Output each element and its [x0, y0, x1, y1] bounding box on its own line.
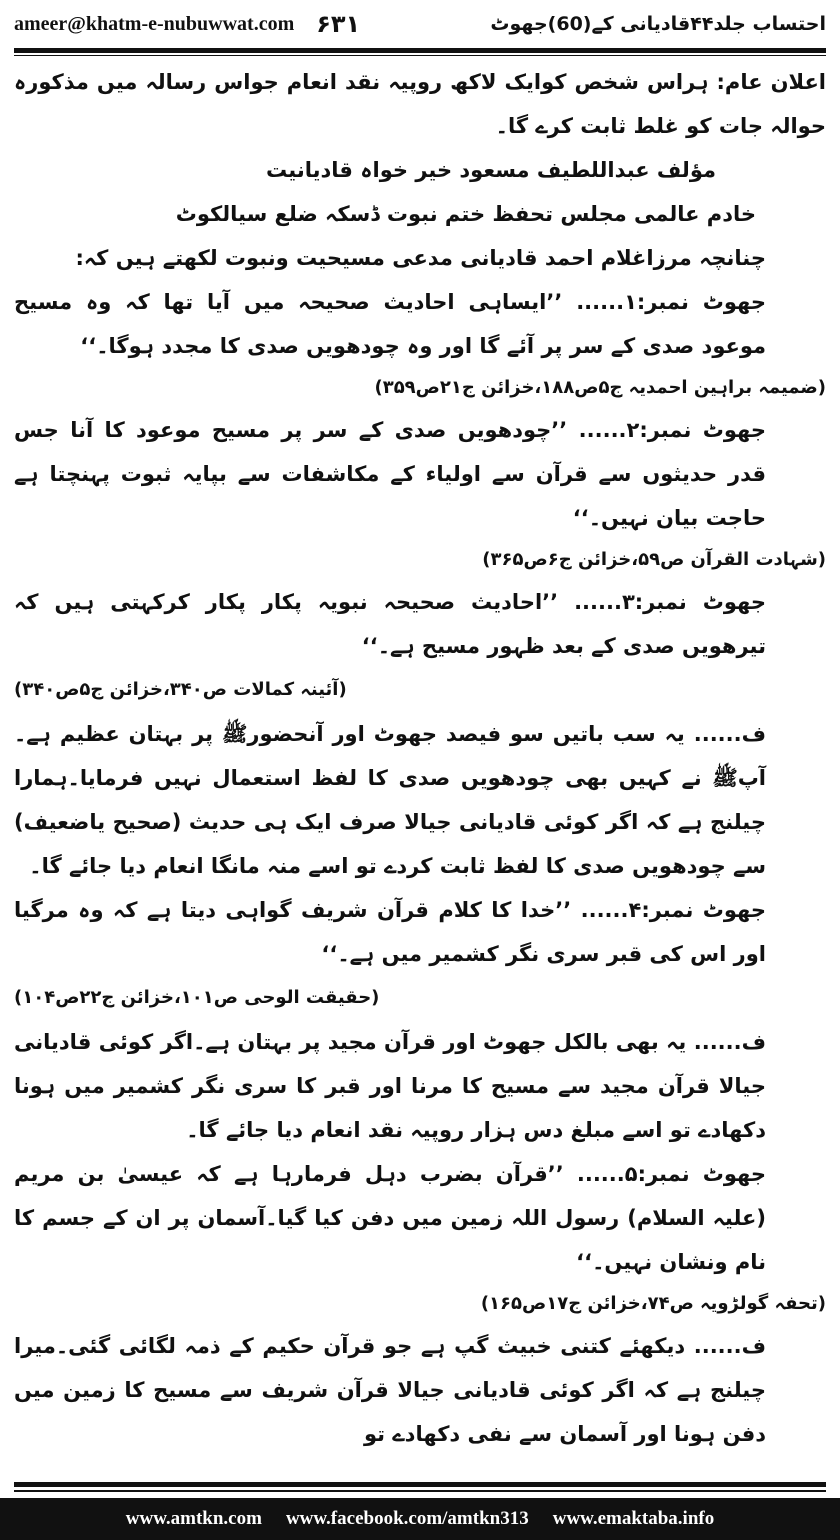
- lie-5-text: ’’قرآن بضرب دہل فرمارہا ہے کہ عیسیٰ بن مریم (علیہ السلام) رسول اللہ زمین میں دفن کیا گیا۔آسمان پر ان کے جسم کا نام ونشان نہیں۔‘‘: [14, 1162, 766, 1274]
- lie-5-ref: (تحفہ گولڑویہ ص۷۴،خزائن ج۱۷ص۱۶۵): [480, 1293, 826, 1314]
- refutation-1-text: یہ سب باتیں سو فیصد جھوٹ اور آنحضورﷺ پر بہتان عظیم ہے۔ آپﷺ نے کہیں بھی چودھویں صدی کا لفظ استعمال نہیں فرمایا۔ہمارا چیلنج ہے کہ اگر کوئی قادیانی جیالا صرف ایک ہی حدیث (صحیح یاضعیف) سے چودھویں صدی کا لفظ ثابت کردے تو اسے منہ مانگا انعام دیا جائے گا۔: [14, 722, 766, 878]
- refutation-1-label: ف......: [693, 722, 767, 746]
- lie-1: [14, 280, 826, 368]
- footer-rule-thick: [14, 1482, 826, 1487]
- lie-2-label: جھوٹ نمبر:۲......: [578, 418, 767, 442]
- refutation-3: [14, 1324, 826, 1456]
- lie-4-text: ’’خدا کا کلام قرآن شریف گواہی دیتا ہے کہ وہ مرگیا اور اس کی قبر سری نگر کشمیر میں ہے۔‘‘: [14, 898, 766, 966]
- announcement: اعلان عام: ہراس شخص کوایک لاکھ روپیہ نقد انعام جواس رسالہ میں مذکورہ حوالہ جات کو غلط ثابت کرے گا۔: [14, 70, 826, 138]
- refutation-2-text: یہ بھی بالکل جھوٹ اور قرآن مجید پر بہتان ہے۔اگر کوئی قادیانی جیالا قرآن مجید سے مسیح کا مرنا اور قبر کا سری نگر کشمیر میں ہونا دکھادے تو اسے مبلغ دس ہزار روپیہ نقد انعام دیا جائے گا۔: [14, 1030, 766, 1142]
- lie-1-ref: (ضمیمہ براہین احمدیہ ج۵ص۱۸۸،خزائن ج۲۱ص۳۵۹): [374, 377, 826, 398]
- lie-5-label: جھوٹ نمبر:۵......: [576, 1162, 767, 1186]
- header-title: احتساب جلد۴۴قادیانی کے(60)جھوٹ: [490, 13, 826, 35]
- lie-1-text: ’’ایساہی احادیث صحیحہ میں آیا تھا کہ وہ مسیح موعود صدی کے سر پر آئے گا اور وہ چودھویں صدی کا مجدد ہوگا۔‘‘: [14, 290, 766, 358]
- header-rule-thin: [14, 55, 826, 56]
- author-line-1: مؤلف عبداللطیف مسعود خیر خواہ قادیانیت: [266, 158, 716, 182]
- header-left: [14, 10, 360, 38]
- refutation-2: [14, 1020, 826, 1152]
- footer-rule-thin: [14, 1490, 826, 1492]
- page-number: ۶۳۱: [316, 10, 361, 38]
- lie-2-ref: (شہادت القرآن ص۵۹،خزائن ج۶ص۳۶۵): [482, 549, 826, 570]
- header-email: ameer@khatm-e-nubuwwat.com: [14, 12, 295, 35]
- lie-2-text: ’’چودھویں صدی کے سر پر مسیح موعود کا آنا جس قدر حدیثوں سے قرآن سے اولیاء کے مکاشفات سے بپایہ ثبوت پہنچتا ہے حاجت بیان نہیں۔‘‘: [14, 418, 766, 530]
- header-rule-thick: [14, 48, 826, 53]
- lie-3-ref: (آئینہ کمالات ص۳۴۰،خزائن ج۵ص۳۴۰): [14, 679, 347, 700]
- author-line-2: خادم عالمی مجلس تحفظ ختم نبوت ڈسکہ ضلع سیالکوٹ: [175, 202, 756, 226]
- footer-link-amtkn[interactable]: www.amtkn.com: [125, 1508, 262, 1529]
- refutation-1: [14, 712, 826, 888]
- lie-3-label: جھوٹ نمبر:۳......: [574, 590, 767, 614]
- footer-link-facebook[interactable]: www.facebook.com/amtkn313: [285, 1508, 529, 1529]
- footer-link-emaktaba[interactable]: www.emaktaba.info: [552, 1508, 715, 1529]
- lie-5: [14, 1152, 826, 1284]
- footer-links-bar: [0, 1498, 840, 1540]
- intro-line: چنانچہ مرزاغلام احمد قادیانی مدعی مسیحیت ونبوت لکھتے ہیں کہ:: [75, 246, 766, 270]
- lie-2: [14, 408, 826, 540]
- page-footer: [0, 1482, 840, 1540]
- refutation-3-label: ف......: [693, 1334, 766, 1358]
- lie-3: [14, 580, 826, 668]
- refutation-3-text: دیکھئے کتنی خبیث گپ ہے جو قرآن حکیم کے ذمہ لگائی گئی۔میرا چیلنج ہے کہ اگر کوئی قادیانی جیالا قرآن شریف سے مسیح کا زمین میں دفن ہونا اور آسمان سے نفی دکھادے تو: [14, 1334, 766, 1446]
- page-content: [14, 60, 826, 1456]
- lie-4-label: جھوٹ نمبر:۴......: [580, 898, 767, 922]
- lie-1-label: جھوٹ نمبر:۱......: [576, 290, 767, 314]
- page-header: [14, 0, 826, 44]
- lie-4-ref: (حقیقت الوحی ص۱۰۱،خزائن ج۲۲ص۱۰۴): [14, 987, 380, 1008]
- lie-4: [14, 888, 826, 976]
- lie-3-text: ’’احادیث صحیحہ نبویہ پکار پکار کرکہتی ہیں کہ تیرھویں صدی کے بعد ظہور مسیح ہے۔‘‘: [14, 590, 766, 658]
- refutation-2-label: ف......: [693, 1030, 766, 1054]
